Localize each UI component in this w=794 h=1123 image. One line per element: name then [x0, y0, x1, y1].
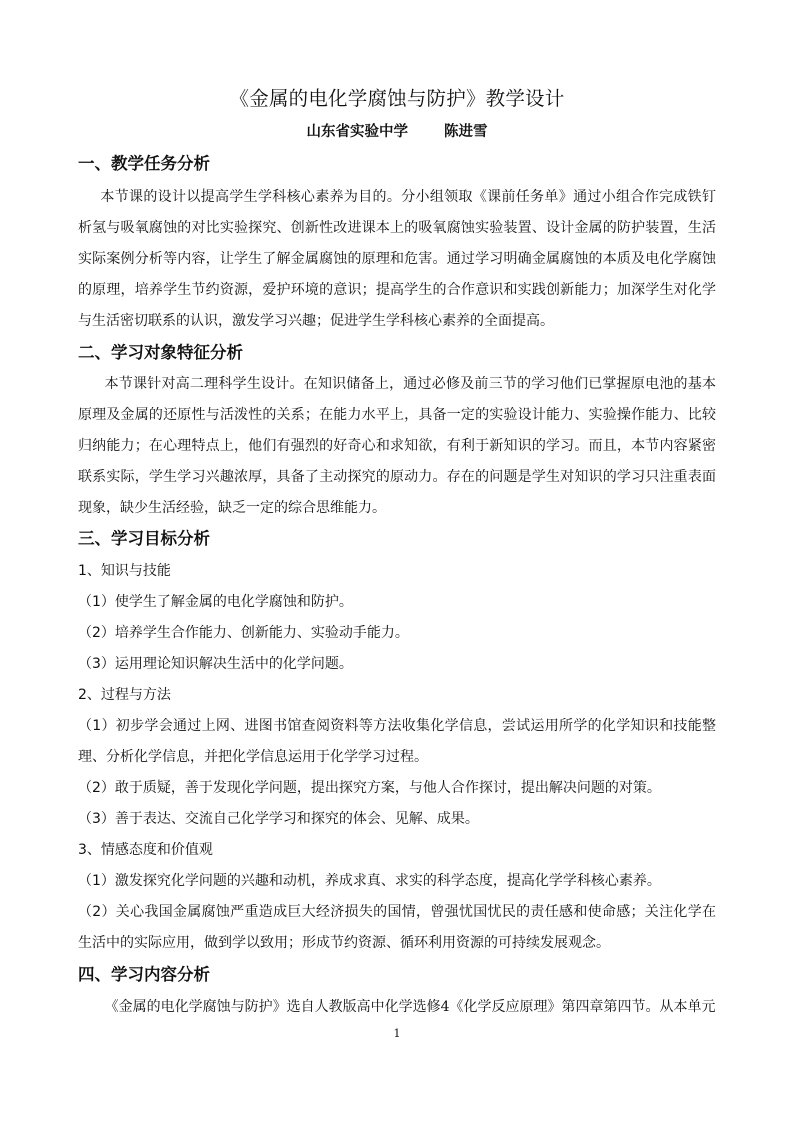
objective-item: （2）敢于质疑，善于发现化学问题，提出探究方案，与他人合作探讨，提出解决问题的对策。: [78, 780, 661, 796]
page-number: 1: [393, 1027, 401, 1040]
subheading-attitudes-values: 3、情感态度和价值观: [78, 842, 213, 858]
objective-item: （2）关心我国金属腐蚀严重造成巨大经济损失的国情，曾强忧国忧民的责任感和使命感；关注化学在生活中的实际应用，做到学以致用；形成节约资源、循环利用资源的可持续发展观念。: [78, 904, 716, 951]
objective-item: （3）运用理论知识解决生活中的化学问题。: [78, 656, 353, 672]
section-heading-content-analysis: 四、学习内容分析: [78, 965, 210, 984]
objective-item: （2）培养学生合作能力、创新能力、实验动手能力。: [78, 625, 409, 641]
objective-item: （1）使学生了解金属的电化学腐蚀和防护。: [78, 594, 353, 610]
section-heading-learner-analysis: 二、学习对象特征分析: [78, 343, 243, 362]
section-heading-task-analysis: 一、教学任务分析: [78, 154, 210, 173]
section-paragraph-content-analysis: 《金属的电化学腐蚀与防护》选自人教版高中化学选修4《化学反应原理》第四章第四节。从本单元: [104, 999, 716, 1015]
section-paragraph-learner-analysis: 本节课针对高二理科学生设计。在知识储备上，通过必修及前三节的学习他们已掌握原电池的基本原理及金属的还原性与活泼性的关系；在能力水平上，具备一定的实验设计能力、实验操作能力、比较归纳能力；在心理特点上，他们有强烈的好奇心和求知欲，有利于新知识的学习。而且，本节内容紧密联系实际，学生学习兴趣浓厚，具备了主动探究的原动力。存在的问题是学生对知识的学习只注重表面现象，缺少生活经验，缺乏一定的综合思维能力。: [78, 376, 716, 516]
subheading-process-methods: 2、过程与方法: [78, 687, 171, 703]
objective-item: （3）善于表达、交流自己化学学习和探究的体会、见解、成果。: [78, 811, 479, 827]
subheading-knowledge-skills: 1、知识与技能: [78, 563, 171, 579]
section-heading-learning-objectives: 三、学习目标分析: [78, 529, 210, 548]
author-line: [0, 121, 794, 143]
section-paragraph-task-analysis: 本节课的设计以提高学生学科核心素养为目的。分小组领取《课前任务单》通过小组合作完成铁钉析氢与吸氧腐蚀的对比实验探究、创新性改进课本上的吸氧腐蚀实验装置、设计金属的防护装置，生活实际案例分析等内容，让学生了解金属腐蚀的原理和危害。通过学习明确金属腐蚀的本质及电化学腐蚀的原理，培养学生节约资源，爱护环境的意识；提高学生的合作意识和实践创新能力；加深学生对化学与生活密切联系的认识，激发学习兴趣；促进学生学科核心素养的全面提高。: [78, 189, 716, 329]
author-name: 陈进雪: [444, 124, 488, 140]
author-school: 山东省实验中学: [306, 124, 408, 140]
objective-item: （1）激发探究化学问题的兴趣和动机，养成求真、求实的科学态度，提高化学学科核心素养。: [78, 873, 661, 889]
document-title: 《金属的电化学腐蚀与防护》教学设计: [229, 87, 565, 110]
objective-item: （1）初步学会通过上网、进图书馆查阅资料等方法收集化学信息，尝试运用所学的化学知识和技能整理、分析化学信息，并把化学信息运用于化学学习过程。: [78, 718, 716, 765]
